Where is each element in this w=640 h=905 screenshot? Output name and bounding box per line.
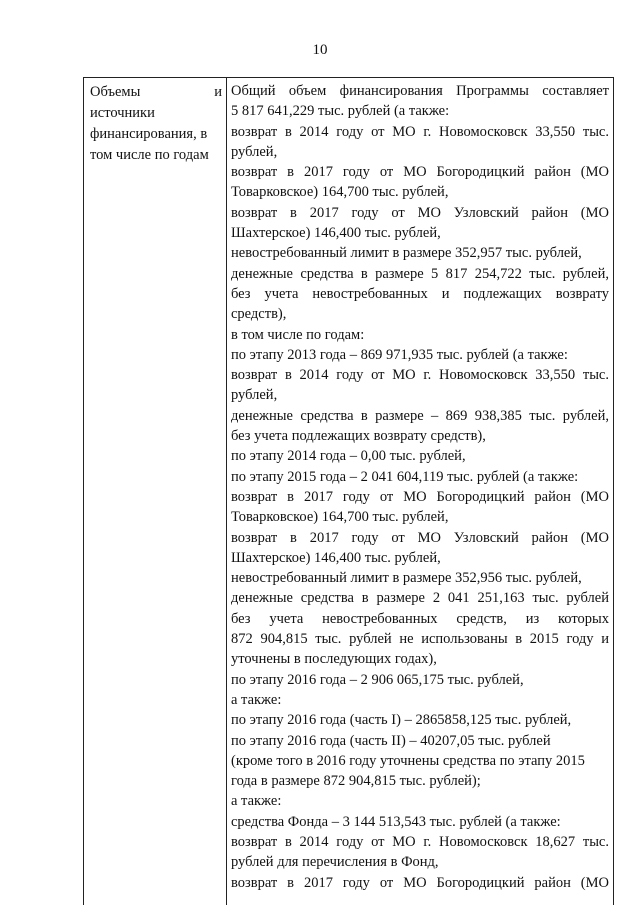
heading-line: источники xyxy=(90,105,155,121)
body-text-line: без учета невостребованных и подлежащих возврату xyxy=(231,285,609,302)
body-text-line: Общий объем финансирования Программы составляет xyxy=(231,83,609,99)
heading-word: и xyxy=(214,84,222,100)
body-text-line: 5 817 641,229 тыс. рублей (а также: xyxy=(231,103,450,120)
body-text-line: в том числе по годам: xyxy=(231,326,365,343)
body-text-line: возврат в 2017 году от МО Богородицкий район (МО xyxy=(231,874,609,891)
heading-word: Объемы xyxy=(90,84,141,100)
body-text-line: невостребованный лимит в размере 352,956 тыс. рублей, xyxy=(231,570,582,587)
heading-line: финансирования, в xyxy=(90,126,208,142)
body-text-line: рублей для перечисления в Фонд, xyxy=(231,854,439,871)
body-text-line: Товарковское) 164,700 тыс. рублей, xyxy=(231,184,449,201)
body-text-line: денежные средства в размере 5 817 254,722 тыс. рублей, xyxy=(231,265,609,282)
heading-line: том числе по годам xyxy=(90,147,209,163)
body-text-line: денежные средства в размере 2 041 251,163 тыс. рублей xyxy=(231,590,609,607)
body-text-line: 872 904,815 тыс. рублей не использованы в 2015 году и xyxy=(231,631,609,648)
column-divider xyxy=(226,78,227,905)
page-number: 10 xyxy=(312,42,328,58)
body-text-line: невостребованный лимит в размере 352,957 тыс. рублей, xyxy=(231,245,582,262)
body-text-line: а также: xyxy=(231,793,282,810)
body-text-line: Товарковское) 164,700 тыс. рублей, xyxy=(231,509,449,526)
body-text-line: по этапу 2016 года (часть II) – 40207,05 тыс. рублей xyxy=(231,732,551,749)
body-text-line: рублей, xyxy=(231,143,278,160)
body-text-line: возврат в 2017 году от МО Богородицкий район (МО xyxy=(231,488,609,505)
body-text-line: Шахтерское) 146,400 тыс. рублей, xyxy=(231,225,441,242)
body-text-line: без учета подлежащих возврату средств), xyxy=(231,428,486,445)
body-text-line: без учета невостребованных средств, из которых xyxy=(231,610,609,627)
body-text-line: средства Фонда – 3 144 513,543 тыс. рублей (а также: xyxy=(231,813,561,830)
body-text-line: уточнены в последующих годах), xyxy=(231,651,437,668)
body-text-line: возврат в 2017 году от МО Узловский район (МО xyxy=(231,529,609,546)
financing-table xyxy=(83,77,614,905)
body-text-line: возврат в 2017 году от МО Узловский район (МО xyxy=(231,204,609,221)
body-text-line: а также: xyxy=(231,691,282,708)
body-text-line: по этапу 2016 года (часть I) – 2865858,125 тыс. рублей, xyxy=(231,712,572,729)
body-text-line: (кроме того в 2016 году уточнены средства по этапу 2015 xyxy=(231,752,585,769)
body-text-line: возврат в 2014 году от МО г. Новомосковск 18,627 тыс. xyxy=(231,833,609,850)
body-text-line: возврат в 2014 году от МО г. Новомосковск 33,550 тыс. xyxy=(231,367,609,384)
body-text-line: возврат в 2017 году от МО Богородицкий район (МО xyxy=(231,164,609,181)
body-text-line: денежные средства в размере – 869 938,385 тыс. рублей, xyxy=(231,407,609,424)
body-text-line: рублей, xyxy=(231,387,278,404)
heading-first-line xyxy=(90,82,222,103)
body-text-line: по этапу 2015 года – 2 041 604,119 тыс. рублей (а также: xyxy=(231,468,579,485)
body-text-line: Шахтерское) 146,400 тыс. рублей, xyxy=(231,549,441,566)
body-text-line: по этапу 2014 года – 0,00 тыс. рублей, xyxy=(231,448,466,465)
left-cell-heading xyxy=(90,82,222,166)
body-text-line: средств), xyxy=(231,306,287,323)
body-text-line: по этапу 2016 года – 2 906 065,175 тыс. рублей, xyxy=(231,671,524,688)
right-cell-body xyxy=(231,81,609,893)
body-text-line: возврат в 2014 году от МО г. Новомосковск 33,550 тыс. xyxy=(231,123,609,140)
body-text-line: по этапу 2013 года – 869 971,935 тыс. рублей (а также: xyxy=(231,346,568,363)
body-text-line: года в размере 872 904,815 тыс. рублей); xyxy=(231,773,481,790)
